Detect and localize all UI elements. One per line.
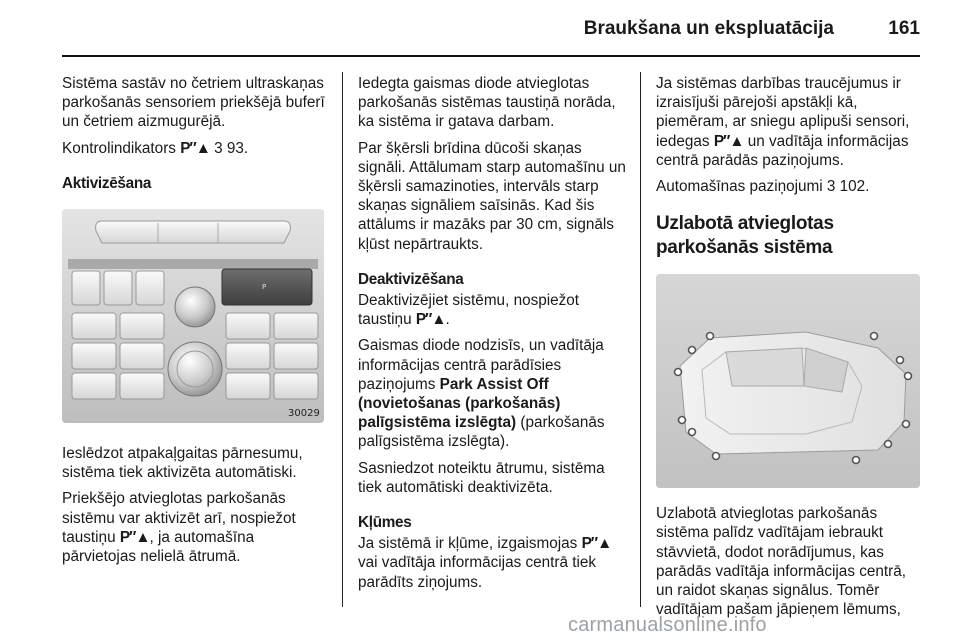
paragraph: Automašīnas paziņojumi 3 102.	[656, 178, 870, 196]
paragraph: Deaktivizējiet sistēmu, nospiežot taustiņu P″▲.	[358, 292, 580, 329]
svg-text:P: P	[262, 283, 267, 292]
paragraph: Ieslēdzot atpakaļgaitas pārnesumu, sistēma tiek aktivizēta automātiski.	[62, 445, 303, 482]
park-assist-icon: P″▲	[119, 528, 150, 546]
section-heading: Kļūmes	[358, 514, 412, 532]
column-3	[656, 74, 924, 626]
paragraph: Uzlabotā atvieglotas parkošanās sistēma palīdz vadītājam iebraukt stāvvietā, dodot norādījumus, kas parādās vadītāja informācijas centrā, un raidot skaņas signālus. Tomēr vadītājam pašam jāpieņem lēmums,	[656, 505, 906, 619]
page-number: 161	[888, 18, 920, 39]
car-sensors-figure	[656, 274, 920, 488]
watermark: carmanualsonline.info	[568, 614, 767, 636]
column-1	[62, 74, 330, 573]
paragraph: Sasniedzot noteiktu ātrumu, sistēma tiek automātiski deaktivizēta.	[358, 459, 605, 496]
park-assist-icon: P″▲	[415, 311, 446, 329]
paragraph: Gaismas diode nodzisīs, un vadītāja informācijas centrā parādīsies paziņojums Park Assist Off (novietošanas (parkošanās) palīgsistēma izslēgta) (parkošanās palīgsistēma izslēgta).	[358, 337, 605, 451]
park-assist-icon: P″▲	[581, 535, 612, 553]
column-2	[358, 74, 628, 599]
section-heading: Deaktivizēšana	[358, 270, 464, 288]
control-panel-figure	[62, 209, 324, 423]
paragraph: Priekšējo atvieglotas parkošanās sistēmu var aktivizēt arī, nospiežot taustiņu P″▲, ja automašīna pārvietojas nelielā ātrumā.	[62, 490, 296, 566]
page-header	[0, 0, 960, 52]
section-heading: Uzlabotā atvieglotas parkošanās sistēma	[656, 213, 834, 259]
figure-number: 30029	[288, 408, 320, 420]
column-divider-1	[342, 72, 343, 607]
message-text: Park Assist Off (novietošanas (parkošanās) palīgsistēma izslēgta)	[358, 375, 561, 432]
paragraph: Ja sistēmas darbības traucējumus ir izraisījuši pārejoši apstākļi kā, piemēram, ar sniegu aplipuši sensori, iedegas P″▲ un vadītāja informācijas centrā parādās paziņojums.	[656, 75, 910, 169]
paragraph: Ja sistēmā ir kļūme, izgaismojas P″▲ vai vadītāja informācijas centrā tiek parādīts ziņojums.	[358, 535, 612, 591]
paragraph: Par šķērsli brīdina dūcoši skaņas signāli. Attālumam starp automašīnu un šķērsli samazinoties, intervāls starp skaņas signāliem saīsinās. Kad šis attālums ir mazāks par 30 cm, signāls kļūst nepārtraukts.	[358, 139, 626, 253]
column-divider-2	[640, 72, 641, 607]
park-assist-icon: P″▲	[713, 132, 744, 150]
header-rule	[62, 55, 920, 57]
paragraph: Sistēma sastāv no četriem ultraskaņas parkošanās sensoriem priekšējā buferī un četriem aizmugurējā.	[62, 75, 325, 131]
paragraph: Iedegta gaismas diode atvieglotas parkošanās sistēmas taustiņā norāda, ka sistēma ir gatava darbam.	[358, 75, 616, 131]
header-title: Braukšana un ekspluatācija	[583, 18, 834, 39]
paragraph: Kontrolindikators P″▲ 3 93.	[62, 139, 249, 157]
section-heading: Aktivizēšana	[62, 174, 152, 192]
park-assist-icon: P″▲	[180, 139, 210, 157]
